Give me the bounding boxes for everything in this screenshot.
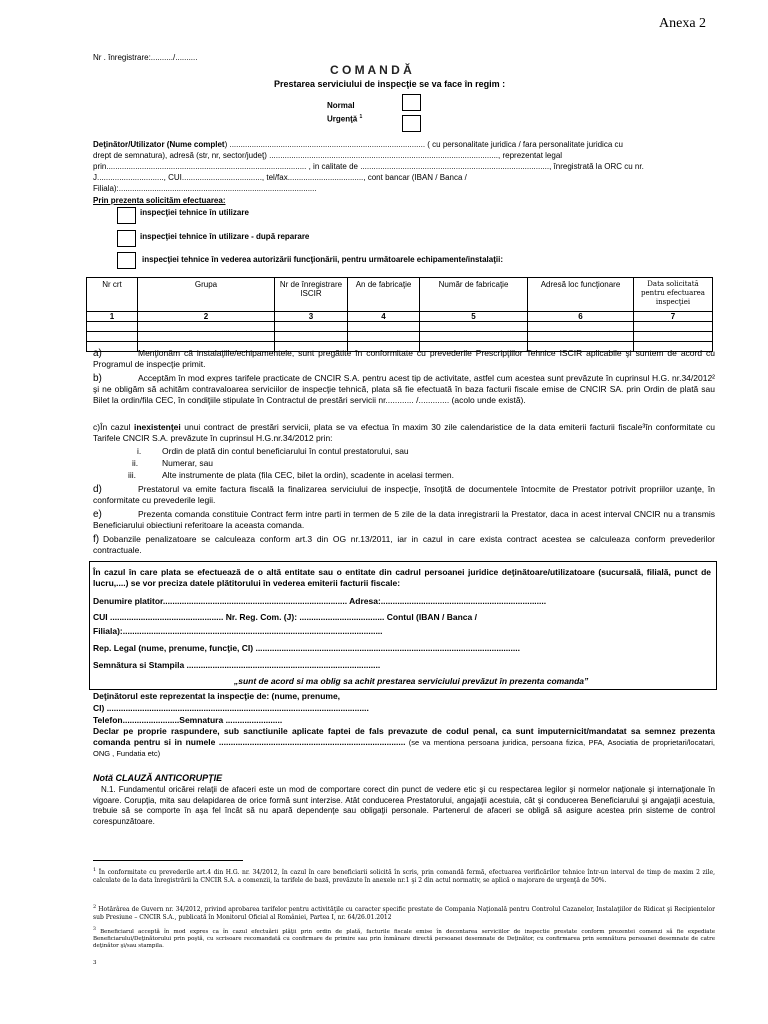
holder-line-3: prin.......................................................................................... , in calitate de ....................................................................................., înregistrată la ORC cu nr. <box>93 162 644 171</box>
clause-f-text: Dobanzile penalizatoare se calculeaza conform art.3 din OG nr.13/2011, iar in cazul in care exista contract acestea se calculeaza conform prevederilor contractuale. <box>93 534 715 555</box>
request-heading: Prin prezenta solicităm efectuarea: <box>93 196 226 205</box>
annex-label: Anexa 2 <box>659 16 707 31</box>
equipment-table <box>86 277 713 352</box>
table-cell[interactable] <box>87 322 138 332</box>
table-cell[interactable] <box>634 322 713 332</box>
table-row[interactable] <box>87 322 713 332</box>
clause-c-item-text: Numerar, sau <box>162 458 214 468</box>
footnote-1: $^1$ În conformitate cu prevederile art.4 din H.G. nr. 34/2012, în cazul în care beneficiarii solicită în scris, prin comandă fermă, efectuarea verificărilor tehnice într-un interval de timp de maxim 2 zile, calculate de la data înregistrării la CNCIR S.A. a comenzii, la tarifele de bază, prevăzute în anexele nr.1 şi 2 din actul normativ, se aplică o majorare de urgenţă de 50%. <box>93 867 715 884</box>
page-subtitle: Prestarea serviciului de inspecţie se va face în regim : <box>274 79 506 89</box>
option-label-authorization: inspecţiei tehnice în vederea autorizării funcţionării, pentru următoarele echipamente/instalaţii: <box>142 255 503 264</box>
column-number: 3 <box>275 312 348 322</box>
column-header: Grupa <box>138 278 275 312</box>
representative-line-2: CI) ............................................................................................................... <box>93 703 369 713</box>
column-number: 4 <box>348 312 420 322</box>
payer-line-4: Rep. Legal (nume, prenume, funcţie, CI) ................................................................................................................ <box>93 643 520 653</box>
clause-c-item-number: ii. <box>132 458 139 468</box>
clause-b-text: Acceptăm în mod expres tarifele practicate de CNCIR S.A. pentru acest tip de activitate, astfel cum acestea sunt prevăzute în cuprinsul H.G. nr.34/2012² şi ne obligăm să achităm contravaloarea serviciilor de inspecţie tehnică, plata să fie efectuată în baza facturii fiscale emise de CNCIR SA. prin Ordin de plată sau Bilet la ordin/fila CEC, în condiţiile stipulate în Contractul de prestări servicii nr............ /............. (acolo unde există). <box>93 373 715 405</box>
payer-line-2: CUI ................................................ Nr. Reg. Com. (J): .................................... Contul (IBAN / Banca / <box>93 612 477 622</box>
option-checkbox-repair[interactable] <box>117 230 136 247</box>
clause-e-label: e) <box>93 509 102 520</box>
column-number: 7 <box>634 312 713 322</box>
table-cell[interactable] <box>138 322 275 332</box>
table-cell[interactable] <box>634 332 713 342</box>
table-row[interactable] <box>87 332 713 342</box>
column-header: Număr de fabricaţie <box>420 278 528 312</box>
column-header: Adresă loc funcţionare <box>528 278 634 312</box>
clause-c-text: c)În cazul inexistenţei unui contract de prestări servicii, plata se va efectua în maxim 30 zile calendaristice de la data emiterii facturii fiscale³în conformitate cu Tarifele CNCIR S.A. prevăzute în cuprinsul H.G.nr.34/2012 prin: <box>93 422 716 443</box>
table-header-row <box>87 278 713 312</box>
column-number: 6 <box>528 312 634 322</box>
urgent-label: Urgenţă $^1$ <box>327 114 363 124</box>
clause-e-text: Prezenta comanda constituie Contract ferm intre parti in termen de 5 zile de la data inregistrarii la Prestator, daca in acest interval CNCIR nu a transmis Beneficiarului obiectiuni referitoare la aceasta comanda. <box>93 509 715 530</box>
page-title: C O M A N D Ă <box>330 63 412 77</box>
normal-label: Normal <box>327 101 355 110</box>
clause-c-item-text: Alte instrumente de plata (fila CEC, bilet la ordin), scadente in acelasi termen. <box>162 470 454 480</box>
payer-line-3: Filiala):.............................................................................................................. <box>93 626 383 636</box>
table-cell[interactable] <box>348 322 420 332</box>
payer-line-5: Semnătura si Stampila .................................................................................. <box>93 660 381 670</box>
representative-line-1: Deţinătorul este reprezentat la inspecţie de: (nume, prenume, <box>93 691 341 701</box>
payer-line-1: Denumire platitor.............................................................................. Adresa:...................................................................... <box>93 596 547 606</box>
footnote-separator <box>93 860 243 861</box>
column-number: 5 <box>420 312 528 322</box>
column-number: 1 <box>87 312 138 322</box>
footnote-2: $^2$ Hotărârea de Guvern nr. 34/2012, privind aprobarea tarifelor pentru activităţile cu caracter specific prestate de Compania Naţională pentru Controlul Cazanelor, Instalaţiilor de Ridicat şi Recipientelor sub Presiune – CNCIR S.A., publicată în Monitorul Oficial al României, Partea I, nr. 64/26.01.2012 <box>93 904 715 921</box>
representative-line-3: Telefon........................Semnatura ........................ <box>93 715 283 725</box>
table-cell[interactable] <box>528 332 634 342</box>
registration-number: Nr . înregistrare:........../.......... <box>93 53 198 62</box>
payer-agreement: „sunt de acord si ma oblig sa achit prestarea serviciului prevăzut în prezenta comanda” <box>234 676 589 686</box>
holder-line-5: Filiala):......................................................................................... <box>93 184 317 193</box>
option-label-usage: inspecţiei tehnice în utilizare <box>140 208 249 217</box>
holder-line-2: drept de semnatura), adresă (str, nr, sector/judeţ) ......................................................................................................., reprezentat legal <box>93 151 563 160</box>
payer-intro: În cazul în care plata se efectuează de o altă entitate sau o entitate din cadrul persoanei juridice deţinătoare/utilizatoare (sucursală, filială, punct de lucru,....) se vor preciza datele plătitorului în vederea emiterii facturii fiscale: <box>93 567 711 588</box>
footnote-4-marker: 3 <box>93 960 97 966</box>
column-header: Data solicitată pentru efectuarea inspecţiei <box>634 278 713 312</box>
table-cell[interactable] <box>275 332 348 342</box>
table-cell[interactable] <box>420 332 528 342</box>
column-number: 2 <box>138 312 275 322</box>
anticorruption-title: Notă CLAUZĂ ANTICORUPŢIE <box>93 773 223 783</box>
column-header: Nr crt <box>87 278 138 312</box>
option-checkbox-usage[interactable] <box>117 207 136 224</box>
clause-c-item-number: i. <box>137 446 142 456</box>
clause-b-label: b) <box>93 373 102 384</box>
table-cell[interactable] <box>275 322 348 332</box>
table-cell[interactable] <box>348 332 420 342</box>
clause-a-text: Menţionăm că instalaţiile/echipamentele, sunt pregătite în conformitate cu prevederile Prescripţiilor Tehnice ISCIR aplicabile şi suntem de acord cu Programul de inspecţie primit. <box>93 348 715 369</box>
footnote-3: $^3$ Beneficiarul acceptă în mod expres ca în cazul efectuării plăţii prin ordin de plată, facturile fiscale emise în decontarea serviciilor de inspectie prestate conform prezentei comenzi să fie expediate Beneficiarului/Deţinătorului prin poştă, cu scrisoare recomandată cu confirmare de primire sau prin înmânare directă persoanei desemnate de Deţinător, cu confirmarea prin semnătura persoanei desemnate de catre deţinător şi/sau stampila. <box>93 927 715 949</box>
table-cell[interactable] <box>420 322 528 332</box>
table-cell[interactable] <box>528 322 634 332</box>
urgent-checkbox[interactable] <box>402 115 421 132</box>
table-cell[interactable] <box>138 332 275 342</box>
holder-line-1: Deţinător/Utilizator (Nume complet) ........................................................................................ ( cu personalitate juridica / fara personalitate juridica cu <box>93 140 623 149</box>
clause-d-text: Prestatorul va emite factura fiscală la finalizarea serviciului de inspecţie, însoţită de documentele întocmite de Prestator potrivit propriilor uzanţe, în conformitate cu prevederile legii. <box>93 484 715 505</box>
clause-c-item-text: Ordin de plată din contul beneficiarului în contul prestatorului, sau <box>162 446 409 456</box>
table-cell[interactable] <box>87 332 138 342</box>
clause-f-label: f) <box>93 534 100 545</box>
clause-d-label: d) <box>93 484 102 495</box>
column-header: An de fabricaţie <box>348 278 420 312</box>
clause-a-label: a) <box>93 348 102 359</box>
clause-c-item-number: iii. <box>128 470 137 480</box>
option-checkbox-authorization[interactable] <box>117 252 136 269</box>
table-number-row <box>87 312 713 322</box>
representative-declaration: Declar pe proprie raspundere, sub sanctiunile aplicate faptei de fals prevazute de codul penal, ca sunt imputernicit/mandatat sa semnez prezenta comanda pentru si in numele ............................................................................... (se va mentiona persoana juridica, persoana fizica, PFA, Asociatia de proprietari/locatari, ONG , Fundatia etc) <box>93 726 716 758</box>
anticorruption-text: N.1. Fundamentul oricărei relaţii de afaceri este un mod de comportare corect din punct de vedere etic şi cu respectarea legilor şi normelor naţionale şi internaţionale în vigoare. Corupţia, mita sau delapidarea de orice formă sunt interzise. Atât conducerea Prestatorului, angajaţii acestuia, cât şi conducerea Beneficiarului şi angajaţii acestuia, trebuie să se comporte în aşa fel încât să nu apară dependenţe sau obligaţii personale. Partenerul de afaceri se obligă să asigure acestea prin sisteme de control corespunzătoare. <box>93 785 715 826</box>
normal-checkbox[interactable] <box>402 94 421 111</box>
column-header: Nr de înregistrare ISCIR <box>275 278 348 312</box>
holder-line-4: J.............................., CUI...................................., tel/fax.................................., cont bancar (IBAN / Banca / <box>93 173 467 182</box>
option-label-repair: inspecţiei tehnice în utilizare - după reparare <box>140 232 310 241</box>
